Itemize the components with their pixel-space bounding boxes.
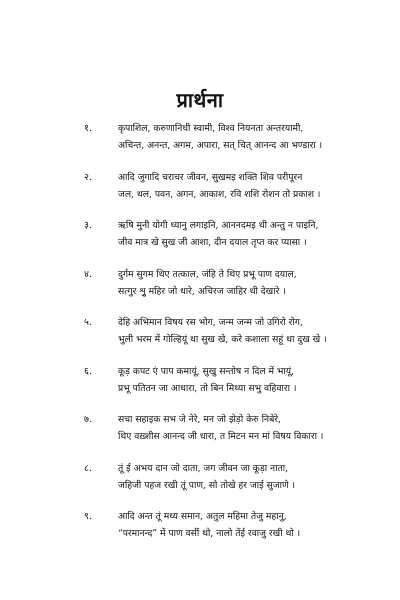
verse-number: ६. <box>84 365 92 377</box>
verse-list <box>84 120 394 557</box>
verse-lines <box>118 314 393 348</box>
verse-lines <box>118 120 393 154</box>
verse-line: दुर्गम सुगम थिए तत्काल, जंहि ते थिए प्रभू पाण दयाल, <box>118 268 297 280</box>
verse-3 <box>84 217 394 266</box>
verse-number: २. <box>84 171 92 183</box>
verse-number: १. <box>84 123 92 134</box>
verse-line: ऋषि मुनी योगी ध्यानु लगाइनि, आननदमइ थी अन्तु न पाइनि, <box>118 220 319 231</box>
verse-line: “परमानन्द” में पाण वसीं थो, नालो तेंई रवाजु रखी थो । <box>118 528 301 539</box>
verse-line: सचा सहाइक सभ जे नेरे, मन जो झेड़ो केरु निबेरे, <box>118 414 281 425</box>
verse-line: प्रभू पतितन जा आधारा, तो बिन मिथ्या सभु वहिवारा । <box>118 382 297 394</box>
verse-number: ९. <box>84 511 92 522</box>
verse-line: अचिन्त, अनन्त, अगम, अपारा, सत् चित् आनन्द आ भण्डारा । <box>118 140 323 151</box>
verse-1 <box>84 120 394 169</box>
verse-line: भुली भरम में गोल्हियूं था सुख खे, करे कशाला सहूं था दुख खे । <box>118 334 327 345</box>
verse-line: जल, थल, पवन, अगन, आकाश, रवि शशि रोशन तो प्रकाश । <box>118 188 321 200</box>
verse-line: जीव मात्र खे सुख जी आशा, दीन दयाल तृप्त कर प्यासा । <box>118 237 307 248</box>
verse-lines <box>118 169 393 203</box>
verse-number: ५. <box>84 317 92 328</box>
verse-line: कृपाशिल, करुणानिधी स्वामी, विश्व नियनता अन्तरयामी, <box>118 123 304 134</box>
verse-8 <box>84 460 394 509</box>
verse-number: ४. <box>84 268 92 280</box>
verse-lines <box>118 266 393 300</box>
verse-lines <box>118 460 393 494</box>
verse-line: तूं ई अभय दान जो दाता, जग जीवन जा कूड़ा नाता, <box>118 462 289 474</box>
verse-lines <box>118 508 393 542</box>
verse-lines <box>118 411 393 445</box>
verse-line: आदि अन्त तूं मध्य समान, अतुल महिमा तेजु महानु, <box>118 511 287 522</box>
verse-lines <box>118 363 393 397</box>
verse-2 <box>84 169 394 218</box>
verse-line: आदि जुगादि चराचर जीवन, सुखमइ शक्ति शिव परीपूरन <box>118 171 303 183</box>
verse-line: कूड़ कपट एं पाप कमायूं, सुखु सन्तोष न दिल में भायूं, <box>118 365 295 377</box>
verse-line: सत्गुर शृु महिर जो धारे, अचिरज जाहिर थी देखारे । <box>118 285 286 297</box>
verse-4 <box>84 266 394 315</box>
verse-number: ७. <box>84 414 92 425</box>
page-title: प्रार्थना <box>176 88 224 112</box>
verse-9 <box>84 508 394 557</box>
verse-6 <box>84 363 394 412</box>
verse-line: देहि अभिमान विषय रस भोग, जन्म जन्म जो उगिरो रोग, <box>118 317 303 328</box>
verse-5 <box>84 314 394 363</box>
verse-lines <box>118 217 393 251</box>
verse-line: थिए वख़्शीस आनन्द जी धारा, त मिटन मन मां विषय विकारा । <box>118 431 324 442</box>
verse-line: जहिजी पहज रखी तूं पाण, सो तोखे हर जाई सुजाणे । <box>118 479 296 491</box>
verse-number: ८. <box>84 462 92 474</box>
verse-number: ३. <box>84 220 92 231</box>
verse-7 <box>84 411 394 460</box>
